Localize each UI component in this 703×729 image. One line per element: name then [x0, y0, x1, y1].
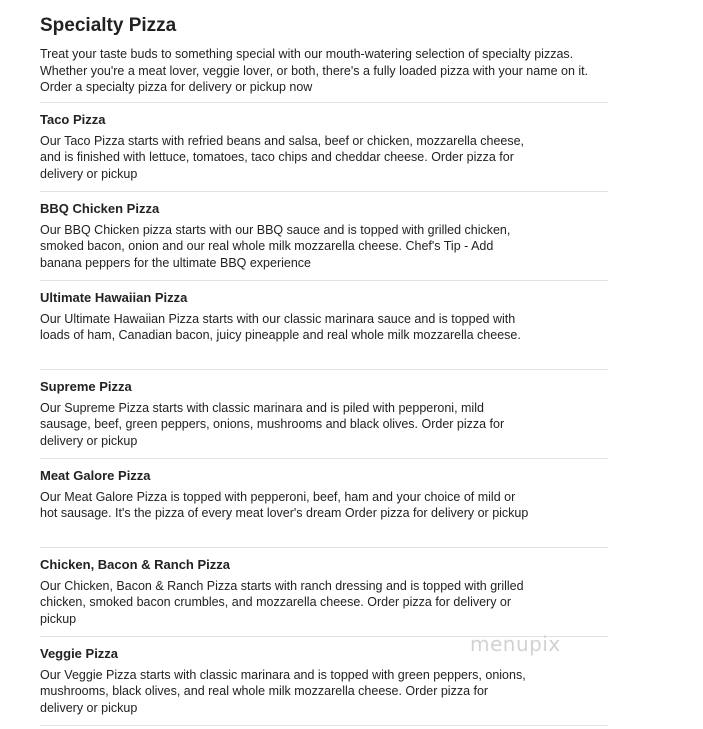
menu-item-title: BBQ Chicken Pizza [40, 200, 160, 216]
menu-item-title: Veggie Pizza [40, 645, 119, 661]
divider [40, 725, 608, 726]
menu-item-title: Chicken, Bacon & Ranch Pizza [40, 556, 230, 572]
menu-item-description: Our Meat Galore Pizza is topped with pepperoni, beef, ham and your choice of mild or hot sausage. It's the pizza of every meat lover's dream Order pizza for delivery or pickup [40, 489, 529, 520]
menupix-watermark: menupix [470, 632, 561, 656]
menu-item-description: Our Ultimate Hawaiian Pizza starts with our classic marinara sauce and is topped with loads of ham, Canadian bacon, juicy pineapple and real whole milk mozzarella cheese. [40, 311, 521, 342]
menu-item-description: Our BBQ Chicken pizza starts with our BBQ sauce and is topped with grilled chicken, smoked bacon, onion and our real whole milk mozzarella cheese. Chef's Tip - Add banana peppers for the ultimate BBQ experience [40, 222, 511, 270]
menu-item-taco-pizza [40, 102, 608, 191]
menu-item-description: Our Taco Pizza starts with refried beans and salsa, beef or chicken, mozzarella cheese, and is finished with lettuce, tomatoes, taco chips and cheddar cheese. Order pizza for delivery or pickup [40, 133, 525, 181]
menu-item-bbq-chicken-pizza [40, 191, 608, 280]
menu-item-title: Meat Galore Pizza [40, 467, 151, 483]
menu-item-chicken-bacon-ranch-pizza [40, 547, 608, 636]
menu-item-description: Our Chicken, Bacon & Ranch Pizza starts with ranch dressing and is topped with grilled chicken, smoked bacon crumbles, and mozzarella cheese. Order pizza for delivery or pickup [40, 578, 524, 626]
menu-page [40, 14, 608, 726]
menu-item-supreme-pizza [40, 369, 608, 458]
page-title: Specialty Pizza [40, 15, 177, 36]
menu-item-title: Taco Pizza [40, 111, 106, 127]
menu-item-description: Our Veggie Pizza starts with classic marinara and is topped with green peppers, onions, mushrooms, black olives, and real whole milk mozzarella cheese. Order pizza for delivery or pickup [40, 667, 526, 715]
intro-text: Treat your taste buds to something special with our mouth-watering selection of specialty pizzas. Whether you're a meat lover, veggie lover, or both, there's a fully loaded pizza with your name on it. Order a specialty pizza for delivery or pickup now [40, 47, 589, 94]
menu-item-title: Ultimate Hawaiian Pizza [40, 289, 188, 305]
menu-item-title: Supreme Pizza [40, 378, 132, 394]
menu-item-meat-galore-pizza [40, 458, 608, 547]
menu-item-ultimate-hawaiian-pizza [40, 280, 608, 369]
menu-item-description: Our Supreme Pizza starts with classic marinara and is piled with pepperoni, mild sausage, beef, green peppers, onions, mushrooms and black olives. Order pizza for delivery or pickup [40, 400, 505, 448]
